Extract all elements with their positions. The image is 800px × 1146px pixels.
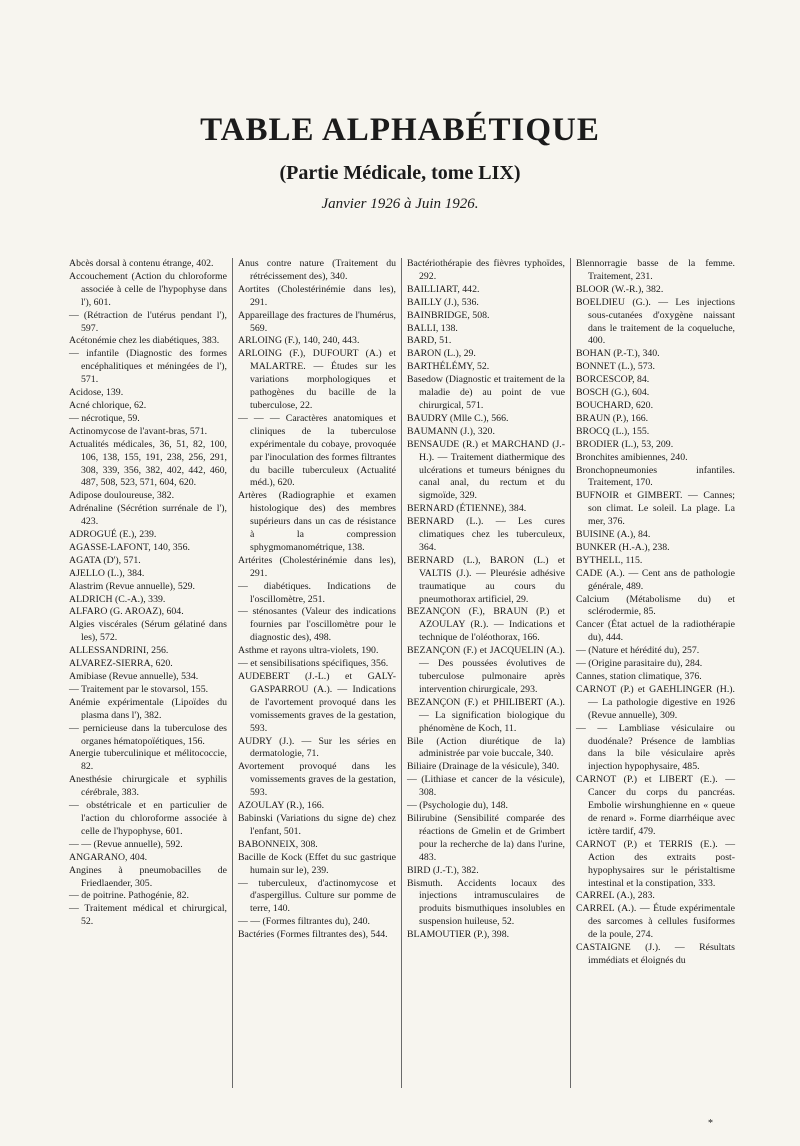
index-entry: Anémie expérimentale (Lipoïdes du plasma dans l'), 382.: [69, 696, 227, 721]
index-entry: Anesthésie chirurgicale et syphilis cérébrale, 383.: [69, 774, 227, 799]
index-entry: Adipose douloureuse, 382.: [69, 490, 175, 502]
index-entry: Basedow (Diagnostic et traitement de la maladie de) au point de vue chirurgical, 571.: [407, 374, 565, 411]
index-entry: — Traitement médical et chirurgical, 52.: [69, 903, 227, 928]
index-entry: BRODIER (L.), 53, 209.: [576, 438, 674, 450]
index-entry: BEZANÇON (F.) et PHILIBERT (A.). — La signification biologique du phénomène de Koch, 11.: [407, 696, 565, 734]
index-entry: — — (Formes filtrantes du), 240.: [238, 916, 370, 928]
index-entry: Angines à pneumobacilles de Friedlaender, 305.: [69, 864, 227, 889]
index-entry: — — Lambliase vésiculaire ou duodénale? Présence de lamblias dans la bile vésiculaire après injection hypophysaire, 485.: [576, 722, 735, 773]
index-entry: BUISINE (A.), 84.: [576, 529, 651, 541]
footer-mark: *: [708, 1118, 713, 1129]
index-entry: BENSAUDE (R.) et MARCHAND (J.-H.). — Traitement diathermique des ulcérations et tumeurs bénignes du canal anal, du rectum et du sigmoïde, 329.: [407, 438, 565, 502]
index-entry: Anus contre nature (Traitement du rétrécissement des), 340.: [238, 258, 396, 282]
index-entry: Bile (Action diurétique de la) administrée par voie buccale, 340.: [407, 735, 565, 760]
index-entry: — sténosantes (Valeur des indications fournies par l'oscillomètre pour le diagnostic des), 498.: [238, 606, 396, 644]
index-entry: BONNET (L.), 573.: [576, 361, 656, 373]
page-title: TABLE ALPHABÉTIQUE: [200, 112, 600, 148]
index-entry: ALLESSANDRINI, 256.: [69, 645, 169, 657]
index-entry: BLOOR (W.-R.), 382.: [576, 283, 664, 295]
index-entry: BARD, 51.: [407, 335, 452, 347]
index-column-4: [571, 258, 740, 1088]
index-entry: BERNARD (L.), BARON (L.) et VALTIS (J.). — Pleurésie adhésive traumatique au cours du pneumothorax artificiel, 29.: [407, 554, 565, 605]
index-entry: Avortement provoqué dans les vomissements graves de la gestation, 593.: [238, 761, 396, 799]
index-entry: Acétonémie chez les diabétiques, 383.: [69, 335, 220, 347]
index-entry: Actualités médicales, 36, 51, 82, 100, 106, 138, 155, 191, 238, 256, 291, 308, 339, 356, 382, 402, 442, 460, 487, 508, 523, 571, 604, 620.: [69, 438, 227, 489]
index-entry: CARREL (A.). — Étude expérimentale des sarcomes à cellules fusiformes de la poule, 274.: [576, 903, 735, 941]
index-entry: BOSCH (G.), 604.: [576, 387, 650, 399]
index-entry: — pernicieuse dans la tuberculose des organes hématopoïétiques, 156.: [69, 722, 227, 747]
index-entry: BLAMOUTIER (P.), 398.: [407, 929, 510, 941]
index-entry: AZOULAY (R.), 166.: [238, 800, 325, 812]
index-entry: ARLOING (F.), DUFOURT (A.) et MALARTRE. — Études sur les variations morphologiques et pathogènes du bacille de la tuberculose, 22.: [238, 348, 396, 411]
index-entry: BARTHÉLÉMY, 52.: [407, 361, 490, 373]
index-entry: — diabétiques. Indications de l'oscillomètre, 251.: [238, 580, 396, 605]
index-entry: ADROGUÉ (E.), 239.: [69, 529, 157, 541]
index-entry: BEZANÇON (F.) et JACQUELIN (A.). — Des poussées évolutives de tuberculose pulmonaire après intervention chirurgicale, 293.: [407, 645, 565, 695]
index-entry: Blennorragie basse de la femme. Traitement, 231.: [576, 258, 735, 282]
index-entry: — (Rétraction de l'utérus pendant l'), 597.: [69, 309, 227, 334]
index-entry: — — — Caractères anatomiques et cliniques de la tuberculose expérimentale du cobaye, provoquée par l'inoculation des formes filtrantes du bacille tuberculeux (Actualité méd.), 620.: [238, 412, 396, 489]
index-entry: BAINBRIDGE, 508.: [407, 309, 490, 321]
index-entry: — (Nature et hérédité du), 257.: [576, 645, 700, 657]
index-entry: Bactériothérapie des fièvres typhoïdes, 292.: [407, 258, 565, 282]
index-entry: AJELLO (L.), 384.: [69, 567, 145, 579]
index-entry: Acidose, 139.: [69, 387, 124, 399]
index-entry: BIRD (J.-T.), 382.: [407, 864, 479, 876]
index-entry: AGASSE-LAFONT, 140, 356.: [69, 541, 190, 553]
index-entry: Actinomycose de l'avant-bras, 571.: [69, 425, 208, 437]
index-entry: Bacille de Kock (Effet du suc gastrique humain sur le), 239.: [238, 851, 396, 876]
index-entry: CADE (A.). — Cent ans de pathologie générale, 489.: [576, 567, 735, 592]
index-entry: BAILLIART, 442.: [407, 283, 480, 295]
index-entry: — et sensibilisations spécifiques, 356.: [238, 658, 389, 670]
index-entry: BYTHELL, 115.: [576, 554, 643, 566]
index-entry: Amibiase (Revue annuelle), 534.: [69, 671, 199, 682]
index-entry: Artérites (Cholestérinémie dans les), 291.: [238, 554, 396, 579]
index-entry: — — (Revue annuelle), 592.: [69, 838, 183, 850]
index-entry: Aortites (Cholestérinémie dans les), 291.: [238, 283, 396, 308]
index-entry: CARNOT (P.) et TERRIS (E.). — Action des extraits post-hypophysaires sur le péristaltisme intestinal et la constipation, 333.: [576, 838, 735, 889]
index-entry: CARREL (A.), 283.: [576, 890, 655, 902]
index-entry: BALLI, 138.: [407, 322, 458, 334]
index-entry: Biliaire (Drainage de la vésicule), 340.: [407, 761, 560, 773]
index-entry: — de poitrine. Pathogénie, 82.: [69, 890, 189, 902]
index-entry: BARON (L.), 29.: [407, 348, 476, 360]
index-entry: BROCQ (L.), 155.: [576, 425, 650, 437]
index-entry: Bilirubine (Sensibilité comparée des réactions de Gmelin et de Grimbert pour la recherche de la) dans l'urine, 483.: [407, 812, 565, 863]
index-entry: BUNKER (H.-A.), 238.: [576, 541, 670, 553]
index-entry: CASTAIGNE (J.). — Résultats immédiats et éloignés du: [576, 942, 735, 966]
index-column-3: [402, 258, 571, 1088]
index-entry: Anergie tuberculinique et mélitococcie, 82.: [69, 748, 227, 773]
index-entry: ALVAREZ-SIERRA, 620.: [69, 658, 173, 670]
index-entry: — tuberculeux, d'actinomycose et d'aspergillus. Culture sur pomme de terre, 140.: [238, 877, 396, 915]
index-entry: Babinski (Variations du signe de) chez l'enfant, 501.: [238, 812, 396, 837]
index-entry: BRAUN (P.), 166.: [576, 412, 649, 424]
page-subtitle: (Partie Médicale, tome LIX): [279, 162, 521, 184]
index-entry: AGATA (D'), 571.: [69, 554, 141, 566]
index-entry: BAILLY (J.), 536.: [407, 296, 479, 308]
index-column-2: [233, 258, 402, 1088]
index-entry: Bactéries (Formes filtrantes des), 544.: [238, 929, 388, 941]
index-entry: BAUDRY (Mlle C.), 566.: [407, 412, 509, 424]
index-entry: Appareillage des fractures de l'humérus, 569.: [238, 309, 396, 334]
index-entry: AUDRY (J.). — Sur les séries en dermatologie, 71.: [238, 735, 396, 760]
index-entry: BERNARD (ÉTIENNE), 384.: [407, 503, 527, 515]
index-entry: ANGARANO, 404.: [69, 851, 148, 863]
index-entry: Bismuth. Accidents locaux des injections intramusculaires de produits bismuthiques insolubles en suspension huileuse, 52.: [407, 877, 565, 928]
index-entry: — (Origine parasitaire du), 284.: [576, 658, 703, 670]
index-entry: — Traitement par le stovarsol, 155.: [69, 683, 209, 695]
index-entry: BORCESCOP, 84.: [576, 374, 650, 386]
index-entry: Algies viscérales (Sérum gélatiné dans les), 572.: [69, 619, 227, 644]
index-entry: BAUMANN (J.), 320.: [407, 425, 495, 437]
index-entry: Bronchites amibiennes, 240.: [576, 451, 688, 463]
index-entry: Abcès dorsal à contenu étrange, 402.: [69, 258, 214, 269]
index-entry: CARNOT (P.) et GAEHLINGER (H.). — La pathologie digestive en 1926 (Revue annuelle), 309.: [576, 683, 735, 721]
index-entry: — obstétricale et en particulier de l'action du chloroforme associée à celle de l'hypophyse, 601.: [69, 800, 227, 837]
index-entry: AUDEBERT (J.-L.) et GALY-GASPARROU (A.). — Indications de l'avortement provoqué dans les vomissements graves de la gestation, 593.: [238, 671, 396, 734]
index-entry: BEZANÇON (F.), BRAUN (P.) et AZOULAY (R.). — Indications et technique de l'oléothorax, 166.: [407, 606, 565, 644]
index-entry: BOUCHARD, 620.: [576, 399, 654, 411]
index-column-1: [64, 258, 233, 1088]
index-entry: Acné chlorique, 62.: [69, 399, 147, 411]
index-entry: Cannes, station climatique, 376.: [576, 671, 702, 682]
index-entry: ALFARO (G. AROAZ), 604.: [69, 606, 184, 618]
index-entry: — (Lithiase et cancer de la vésicule), 308.: [407, 774, 565, 799]
index-entry: BUFNOIR et GIMBERT. — Cannes; son climat. Le soleil. La plage. La mer, 376.: [576, 490, 735, 528]
index-entry: BOHAN (P.-T.), 340.: [576, 348, 660, 360]
index-entry: Alastrim (Revue annuelle), 529.: [69, 580, 195, 592]
index-columns: [64, 258, 740, 1088]
index-entry: Asthme et rayons ultra-violets, 190.: [238, 645, 379, 657]
date-range: Janvier 1926 à Juin 1926.: [321, 196, 479, 212]
index-entry: Bronchopneumonies infantiles. Traitement, 170.: [576, 464, 735, 489]
index-entry: ALDRICH (C.-A.), 339.: [69, 593, 166, 605]
index-entry: BABONNEIX, 308.: [238, 838, 318, 850]
index-entry: — (Psychologie du), 148.: [407, 800, 508, 812]
index-entry: Adrénaline (Sécrétion surrénale de l'), 423.: [69, 503, 227, 528]
index-entry: — infantile (Diagnostic des formes encéphalitiques et méningées de l'), 571.: [69, 348, 227, 386]
index-entry: Cancer (État actuel de la radiothérapie du), 444.: [576, 619, 735, 644]
index-entry: — nécrotique, 59.: [69, 412, 140, 424]
index-entry: Artères (Radiographie et examen histologique des) des membres supérieurs dans un cas de résistance à la compression sphygmomanométrique, 138.: [238, 490, 396, 553]
index-entry: Calcium (Métabolisme du) et sclérodermie, 85.: [576, 593, 735, 618]
index-entry: Accouchement (Action du chloroforme associée à celle de l'hypophyse dans l'), 601.: [69, 270, 227, 308]
index-entry: BOELDIEU (G.). — Les injections sous-cutanées d'oxygène naissant dans le traitement de la coqueluche, 400.: [576, 296, 735, 347]
index-entry: ARLOING (F.), 140, 240, 443.: [238, 335, 360, 347]
index-entry: CARNOT (P.) et LIBERT (E.). — Cancer du corps du pancréas. Embolie wirshunghienne en « queue de renard ». Forme diarrhéique avec ictère tardif, 479.: [576, 774, 735, 837]
index-entry: BERNARD (L.). — Les cures climatiques chez les tuberculeux, 364.: [407, 516, 565, 553]
